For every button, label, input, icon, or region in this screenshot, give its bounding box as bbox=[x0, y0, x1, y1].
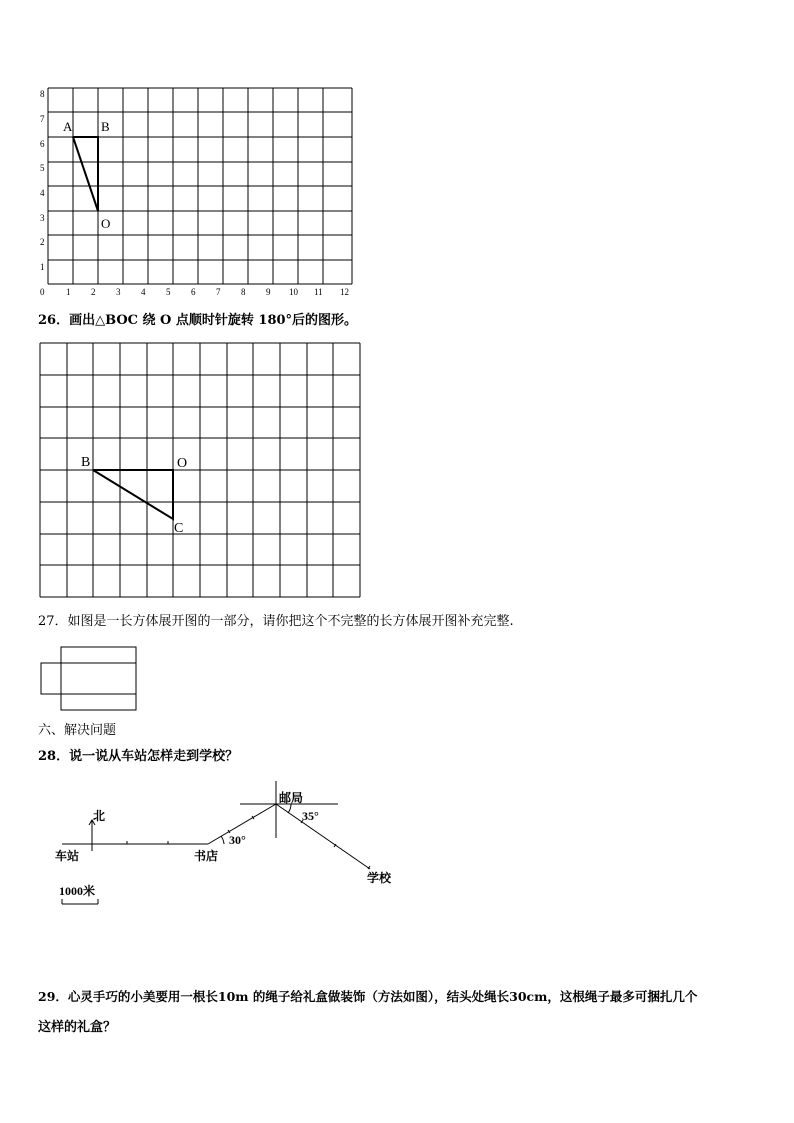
x-label: 12 bbox=[340, 287, 349, 297]
angle-35-label: 35° bbox=[302, 809, 319, 823]
north-label: 北 bbox=[93, 809, 106, 823]
scale-label: 1000米 bbox=[59, 884, 96, 898]
question-26-text: 26．画出△BOC 绕 O 点顺时针旋转 180°后的图形。 bbox=[38, 313, 358, 328]
point-b-label: B bbox=[81, 455, 91, 470]
x-label: 7 bbox=[216, 287, 221, 297]
school-label: 学校 bbox=[367, 871, 392, 885]
bookstore-label: 书店 bbox=[194, 849, 219, 863]
road-post-school bbox=[276, 804, 370, 869]
route-map bbox=[40, 778, 410, 913]
question-29-line2: 这样的礼盒？ bbox=[38, 1020, 117, 1035]
y-label: 7 bbox=[40, 114, 45, 124]
y-label: 6 bbox=[40, 139, 45, 149]
y-label: 5 bbox=[40, 163, 45, 173]
y-label: 4 bbox=[40, 188, 45, 198]
coordinate-grid-1 bbox=[30, 80, 370, 305]
x-label: 1 bbox=[66, 287, 71, 297]
x-label: 11 bbox=[314, 287, 323, 297]
section-6-title: 六、解决问题 bbox=[38, 723, 117, 738]
question-29-line1: 29．心灵手巧的小美要用一根长10m 的绳子给礼盒做装饰（方法如图），结头处绳长30cm，这根绳子最多可捆扎几个 bbox=[38, 989, 698, 1004]
point-a-label: A bbox=[63, 119, 73, 134]
x-label: 8 bbox=[241, 287, 246, 297]
x-label: 0 bbox=[40, 287, 45, 297]
x-label: 5 bbox=[166, 287, 171, 297]
point-c-label: C bbox=[174, 521, 184, 536]
rotation-grid bbox=[35, 337, 367, 602]
y-label: 8 bbox=[40, 89, 45, 99]
point-o-label: O bbox=[177, 456, 188, 471]
station-label: 车站 bbox=[55, 849, 80, 863]
x-label: 3 bbox=[116, 287, 121, 297]
cuboid-net-partial bbox=[38, 644, 142, 714]
y-label: 2 bbox=[40, 237, 45, 247]
y-label: 1 bbox=[40, 262, 45, 272]
x-label: 4 bbox=[141, 287, 146, 297]
angle-30-label: 30° bbox=[229, 833, 246, 847]
triangle-boc bbox=[93, 470, 173, 519]
point-o-label: O bbox=[101, 216, 111, 231]
question-28-text: 28．说一说从车站怎样走到学校？ bbox=[38, 749, 239, 764]
x-label: 2 bbox=[91, 287, 96, 297]
x-label: 9 bbox=[266, 287, 271, 297]
x-label: 6 bbox=[191, 287, 196, 297]
point-b-label: B bbox=[101, 119, 110, 134]
x-label: 10 bbox=[289, 287, 298, 297]
y-label: 3 bbox=[40, 213, 45, 223]
question-27-text: 27．如图是一长方体展开图的一部分，请你把这个不完整的长方体展开图补充完整. bbox=[38, 614, 514, 629]
post-office-label: 邮局 bbox=[279, 791, 304, 805]
triangle-abo bbox=[73, 137, 98, 211]
